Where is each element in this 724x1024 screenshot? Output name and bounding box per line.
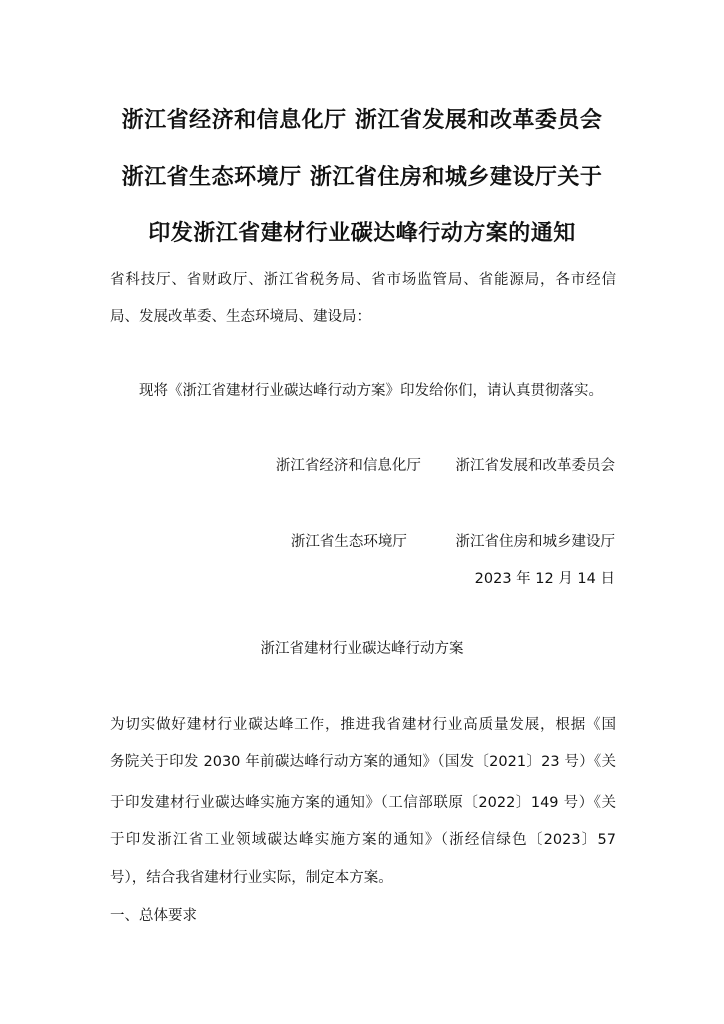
notice-date: 2023 年 12 月 14 日	[474, 571, 615, 587]
addressee-line-1: 省科技厅、省财政厅、浙江省税务局、省市场监管局、省能源局，各市经信	[110, 272, 616, 288]
notice-body: 现将《浙江省建材行业碳达峰行动方案》印发给你们，请认真贯彻落实。	[139, 383, 603, 399]
title-line-3: 印发浙江省建材行业碳达峰行动方案的通知	[148, 221, 576, 246]
plan-intro-line-2: 务院关于印发 2030 年前碳达峰行动方案的通知》（国发〔2021〕23 号）《关	[110, 754, 616, 770]
signature-row-1	[276, 454, 615, 475]
addressee-line-2: 局、发展改革委、生态环境局、建设局：	[110, 309, 371, 325]
section-heading-1: 一、总体要求	[110, 908, 197, 924]
signature-econ-info: 浙江省经济和信息化厅	[275, 458, 421, 474]
plan-intro-line-3: 于印发建材行业碳达峰实施方案的通知》（工信部联原〔2022〕149 号）《关	[110, 795, 616, 811]
title-line-2: 浙江省生态环境厅 浙江省住房和城乡建设厅关于	[121, 165, 603, 190]
plan-intro-line-1: 为切实做好建材行业碳达峰工作，推进我省建材行业高质量发展，根据《国	[110, 717, 616, 733]
plan-intro-line-5: 号），结合我省建材行业实际，制定本方案。	[110, 870, 393, 886]
signature-row-2	[291, 530, 615, 551]
plan-title: 浙江省建材行业碳达峰行动方案	[260, 641, 464, 657]
signature-eco-env: 浙江省生态环境厅	[290, 534, 407, 550]
plan-intro-line-4: 于印发浙江省工业领域碳达峰实施方案的通知》（浙经信绿色〔2023〕57	[110, 832, 616, 848]
signature-housing: 浙江省住房和城乡建设厅	[455, 534, 615, 550]
title-line-1: 浙江省经济和信息化厅 浙江省发展和改革委员会	[121, 108, 603, 133]
signature-dev-reform: 浙江省发展和改革委员会	[455, 458, 615, 474]
